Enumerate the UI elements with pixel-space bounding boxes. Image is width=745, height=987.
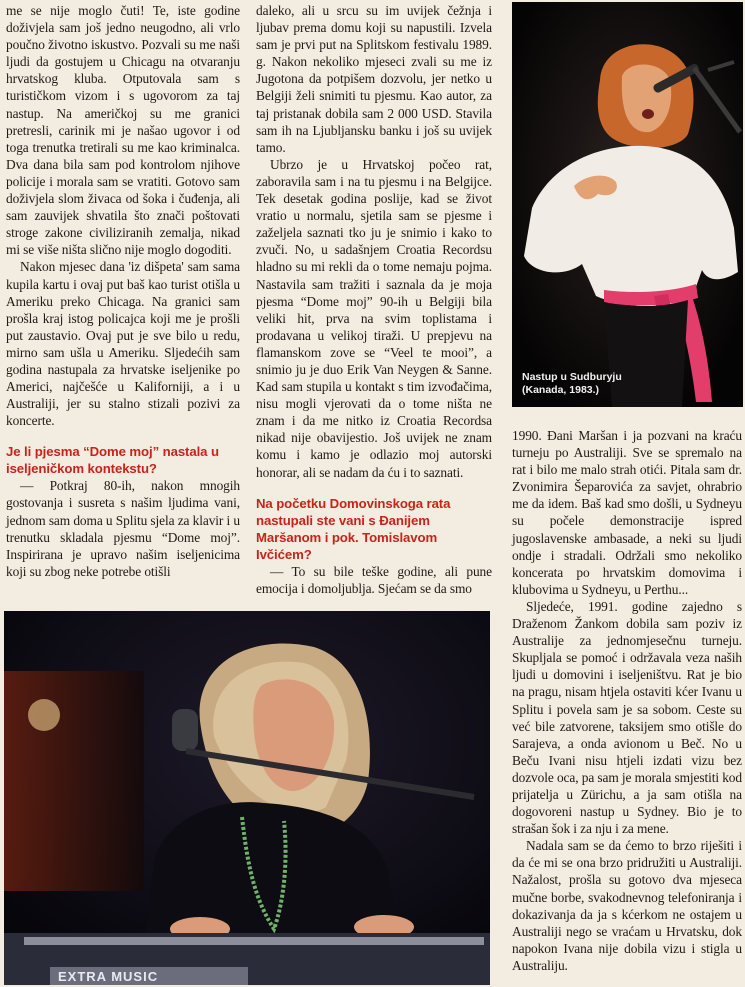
photo-caption [522,371,622,397]
keyboard-brand-banner: EXTRA MUSIC [50,967,248,985]
photo-sudbury-concert [512,2,743,407]
caption-line: Nastup u Sudburyju [522,371,622,383]
pianist-illustration [4,611,490,985]
article-column-3 [512,427,742,983]
paragraph: me se nije moglo čuti! Te, iste godine doživjela sam još jedno neugodno, ali vrlo poučno životno iskustvo. Pozvali su me naši ljudi da gostujem u Chicagu na otvaranju hrvatskog kluba. Otputovala sam s turističkom vizom i s ugovorom za taj nastup. Na američkoj su me granici pretresli, carinik mi je našao ugovor i od toga trenutka tretirali su me kao kriminalca. Dva dana bila sam pod kontrolom njihove policije i morala sam se vratiti. Gotovo sam doživjela slom živaca od šoka i čuđenja, ali sam zauvijek shvatila što znači poštovati stroge zakone civiliziranih zemalja, nikad mi se više ništa slično nije moglo dogoditi. [6,3,240,258]
paragraph: Ubrzo je u Hrvatskoj počeo rat, zaboravila sam i na tu pjesmu i na Belgijce. Tek desetak godina poslije, kad se život vratio u normalu, sjetila sam se pjesme i zaželjela saznati tko ju je snimio i kako to zvuči. No, u sadašnjem Croatia Recordsu hladno su mi rekli da o tome nemaju pojma. Nastavila sam tražiti i saznala da je moja pjesma “Dome moj” 90-ih u Belgiji bila veliki hit, prva na svim toplistama i prodavana u velikoj tiraži. U prepjevu na flamanskom zove se “Veel te mooi”, a snimio ju je duo Erik Van Neygen & Sanne. Kad sam stupila u kontakt s tim izvođačima, nisu mogli vjerovati da o tome ništa ne znam i da me nitko iz Croatia Recordsa nikad nije obavijestio. Još uvijek ne znam komu i kamo je odlazio moj autorski honorar, ali se nadam da ću i to saznati. [256,156,492,480]
paragraph: daleko, ali u srcu su im uvijek čežnja i ljubav prema domu koji su napustili. Izvela sam je prvi put na Splitskom festivalu 1989. g. Nakon nekoliko mjeseci zvali su me iz Jugotona da potpišem dozvolu, jer netko u Belgiji želi snimiti tu pjesmu. Kao autor, za taj pristanak dobila sam 2 000 USD. Stavila sam ih na Ljubljansku banku i još su uvijek tamo. [256,3,492,155]
article-column-1 [6,2,240,602]
photo-piano-performance [4,611,490,985]
article-column-2 [256,2,492,602]
interview-question: Je li pjesma “Dome moj” nastala u iseljeničkom kontekstu? [6,444,219,477]
paragraph: Sljedeće, 1991. godine zajedno s Draženom Žankom dobila sam poziv iz Australije za jednomjesečnu turneju. Skupljala se pomoć i održavala veza naših ljudi u domovini i iseljeništvu. Rat je bio na pragu, nisam htjela ostaviti kćer Ivanu u Splitu i povela sam je sa sobom. Ceste su već bile zatvorene, taksijem smo otišle do Sarajeva, a onda avionom u Beč. No u Beču Ivani nisu htjeli izdati vizu bez dozvole oca, pa sam je morala smjestiti kod prijatelja u Zürichu, a ja sam otišla na dogovoreni nastup u Sydney. Bio je to strašan šok i za nju i za mene. [512,598,742,837]
paragraph: — To su bile teške godine, ali pune emocija i domoljublja. Sjećam se da smo [256,563,492,596]
paragraph: — Potkraj 80-ih, nakon mnogih gostovanja i susreta s našim ljudima vani, jednom sam doma u Splitu sjela za klavir i u trenutku skladala pjesmu “Dome moj”. Inspirirana je upravo našim iseljenicima koji su zbog neke potrebe otišli [6,478,240,579]
caption-line: (Kanada, 1983.) [522,384,600,396]
interview-question: Na početku Domovinskoga rata nastupali ste vani s Đanijem Maršanom i pok. Tomislavom Ivčićem? [256,495,451,562]
paragraph: 1990. Đani Maršan i ja pozvani na kraću turneju po Australiji. Sve se spremalo na rat i bilo me malo strah otići. Pitala sam dr. Zvonimira Šeparovića za savjet, ohrabrio me da idem. Baš kad smo došli, u Sydneyu su počele demonstracije ispred jugoslavenske ambasade, a neki su ljudi ondje i stradali. Održali smo nekoliko koncerata po hrvatskim domovima i klubovima u Sydneyu, u Perthu... [512,428,742,597]
singer-illustration [512,2,743,407]
paragraph: Nadala sam se da ćemo to brzo riješiti i da će mi se ona brzo pridružiti u Australiji. Nažalost, prošla su gotovo dva mjeseca mučne borbe, svakodnevnog telefoniranja i dokazivanja da ja s kćerkom ne ostajem u Australiji nego se vraćam u Hrvatsku, dok napokon Ivana nije dobila vizu i stigla u Australiju. [512,838,742,973]
paragraph: Nakon mjesec dana 'iz dišpeta' sam sama kupila kartu i ovaj put baš kao turist otišla u Ameriku preko Chicaga. Na granici sam prošla kraj istog policajca koji me je prošli put zaustavio. Ovaj put je sve bilo u redu, mirno sam ušla u Ameriku. Sljedećih sam godina nastupala za hrvatske iseljenike po Americi, najčešće u Kaliforniji, a i u Australiji, jer su stalno stizali pozivi za koncerte. [6,259,240,429]
